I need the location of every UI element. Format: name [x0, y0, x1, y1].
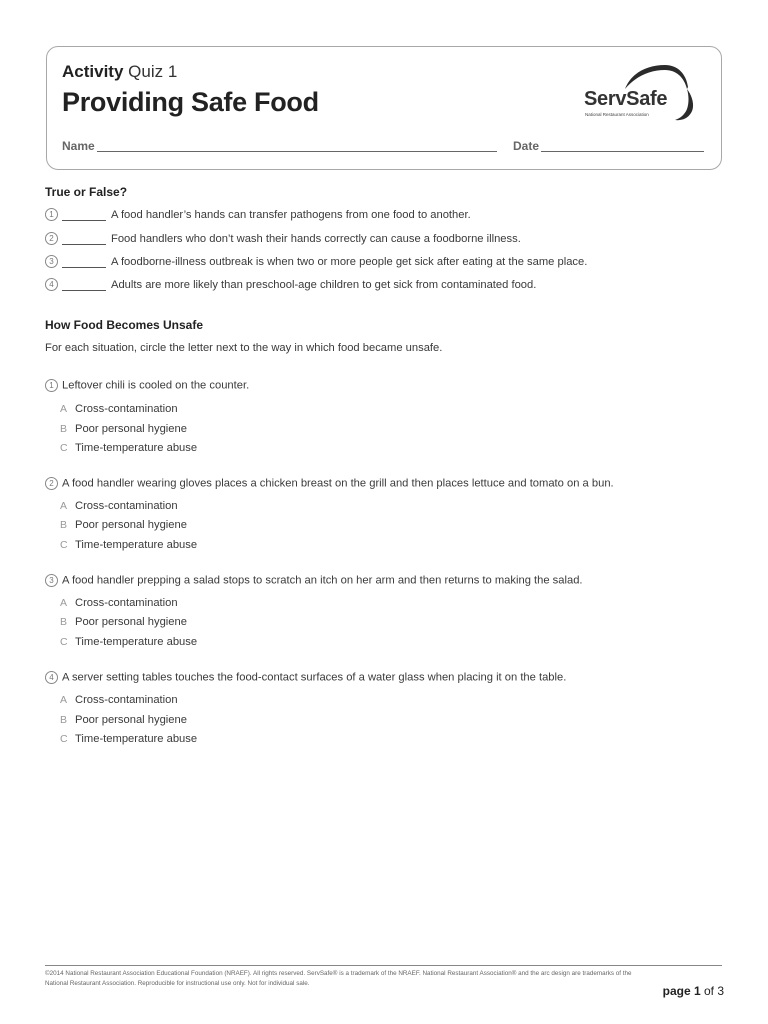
- option-letter: A: [60, 597, 68, 609]
- option-text: Cross-contamination: [75, 597, 178, 609]
- item-number-badge: 4: [45, 278, 58, 291]
- situation-question: [45, 379, 249, 392]
- true-false-item: [45, 255, 587, 268]
- item-number-badge: 1: [45, 208, 58, 221]
- page-title: Providing Safe Food: [62, 87, 319, 117]
- quiz-label: Quiz 1: [128, 62, 178, 81]
- question-text: A food handler wearing gloves places a chicken breast on the grill and then places lettuce and tomato on a bun.: [62, 477, 614, 490]
- copyright-line-2: National Restaurant Association. Reproducible for instructional use only. Not for individual sale.: [45, 979, 310, 987]
- answer-option[interactable]: [60, 694, 178, 706]
- answer-option[interactable]: [60, 423, 187, 435]
- answer-option[interactable]: [60, 519, 187, 531]
- option-text: Time-temperature abuse: [75, 539, 198, 551]
- true-false-statement: A foodborne-illness outbreak is when two or more people get sick after eating at the same place.: [111, 256, 588, 268]
- footer-divider: [45, 965, 722, 966]
- question-text: A food handler prepping a salad stops to scratch an itch on her arm and then returns to making the salad.: [62, 574, 583, 587]
- option-text: Cross-contamination: [75, 403, 178, 415]
- page-number-total: of 3: [703, 984, 724, 998]
- option-letter: B: [60, 714, 68, 726]
- page-number: [663, 984, 724, 998]
- option-text: Time-temperature abuse: [75, 636, 198, 648]
- answer-option[interactable]: [60, 616, 187, 628]
- name-field[interactable]: [97, 151, 497, 152]
- situation-question: [45, 477, 614, 490]
- option-text: Cross-contamination: [75, 500, 178, 512]
- option-letter: C: [60, 636, 68, 648]
- answer-blank[interactable]: [62, 234, 106, 245]
- option-text: Cross-contamination: [75, 694, 178, 706]
- answer-option[interactable]: [60, 597, 178, 609]
- answer-option[interactable]: [60, 636, 197, 648]
- option-text: Poor personal hygiene: [75, 423, 187, 435]
- activity-quiz-label: [62, 62, 177, 82]
- question-number-badge: 4: [45, 671, 58, 684]
- option-letter: C: [60, 733, 68, 745]
- option-letter: A: [60, 500, 68, 512]
- option-text: Poor personal hygiene: [75, 714, 187, 726]
- option-letter: B: [60, 519, 68, 531]
- page-number-current: page 1: [662, 984, 701, 998]
- option-text: Time-temperature abuse: [75, 442, 198, 454]
- true-false-item: [45, 278, 536, 291]
- answer-option[interactable]: [60, 714, 187, 726]
- food-unsafe-heading: How Food Becomes Unsafe: [45, 318, 204, 332]
- copyright-notice: [45, 969, 725, 988]
- true-false-statement: A food handler’s hands can transfer pathogens from one food to another.: [111, 209, 471, 221]
- true-false-item: [45, 208, 471, 221]
- option-text: Time-temperature abuse: [75, 733, 198, 745]
- item-number-badge: 3: [45, 255, 58, 268]
- option-letter: A: [60, 694, 68, 706]
- situation-question: [45, 574, 583, 587]
- logo-wordmark: ServSafe: [584, 88, 668, 110]
- worksheet-header: [46, 46, 722, 170]
- item-number-badge: 2: [45, 232, 58, 245]
- answer-blank[interactable]: [62, 280, 106, 291]
- answer-option[interactable]: [60, 539, 197, 551]
- date-label: Date: [513, 139, 540, 153]
- true-false-item: [45, 232, 521, 245]
- option-text: Poor personal hygiene: [75, 616, 187, 628]
- option-text: Poor personal hygiene: [75, 519, 187, 531]
- option-letter: C: [60, 442, 68, 454]
- true-false-statement: Adults are more likely than preschool-age children to get sick from contaminated food.: [111, 279, 537, 291]
- answer-option[interactable]: [60, 733, 197, 745]
- true-false-heading: True or False?: [45, 185, 128, 199]
- answer-blank[interactable]: [62, 210, 106, 221]
- answer-option[interactable]: [60, 403, 178, 415]
- activity-label: Activity: [62, 62, 124, 81]
- question-number-badge: 2: [45, 477, 58, 490]
- option-letter: B: [60, 616, 68, 628]
- answer-option[interactable]: [60, 442, 197, 454]
- question-text: A server setting tables touches the food-contact surfaces of a water glass when placing it on the table.: [62, 671, 567, 684]
- option-letter: C: [60, 539, 68, 551]
- copyright-line-1: ©2014 National Restaurant Association Educational Foundation (NRAEF). All rights reserved. ServSafe® is a trademark of the NRAEF. National Restaurant Association® and the arc design are trademarks of the: [45, 970, 632, 977]
- question-number-badge: 3: [45, 574, 58, 587]
- option-letter: B: [60, 423, 68, 435]
- food-unsafe-instructions: For each situation, circle the letter next to the way in which food became unsafe.: [45, 342, 443, 354]
- option-letter: A: [60, 403, 68, 415]
- logo-subtitle: National Restaurant Association: [585, 112, 649, 117]
- servsafe-logo: [581, 63, 709, 125]
- name-label: Name: [62, 139, 95, 153]
- answer-option[interactable]: [60, 500, 178, 512]
- date-field[interactable]: [541, 151, 704, 152]
- question-number-badge: 1: [45, 379, 58, 392]
- question-text: Leftover chili is cooled on the counter.: [62, 379, 250, 392]
- true-false-statement: Food handlers who don’t wash their hands correctly can cause a foodborne illness.: [111, 233, 521, 245]
- answer-blank[interactable]: [62, 257, 106, 268]
- situation-question: [45, 671, 566, 684]
